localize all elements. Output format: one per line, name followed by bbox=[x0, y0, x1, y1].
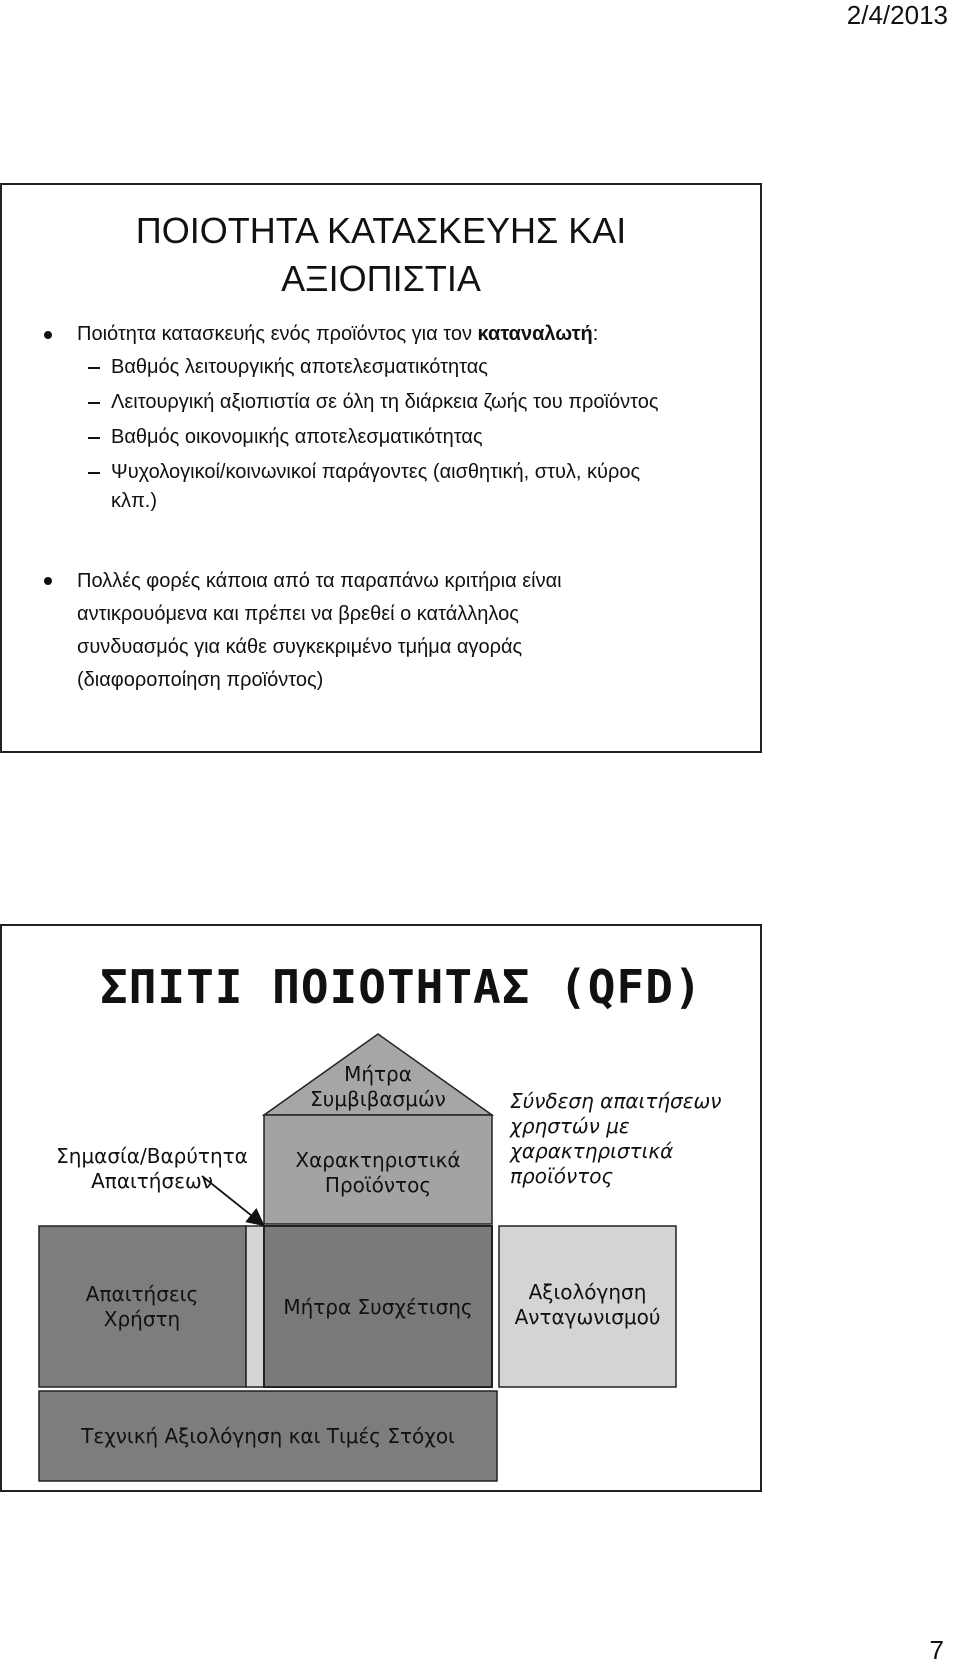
roof-label-line: Μήτρα bbox=[344, 1062, 412, 1086]
page-number: 7 bbox=[929, 1635, 944, 1665]
slide-title-line1: ΠΟΙΟΤΗΤΑ ΚΑΤΑΣΚΕΥΗΣ ΚΑΙ bbox=[135, 210, 627, 251]
bullet-bold: καταναλωτή bbox=[477, 323, 593, 345]
competitive-evaluation-label bbox=[499, 1280, 676, 1330]
slide-title: ΣΠΙΤΙ ΠΟΙΟΤΗΤΑΣ (QFD) bbox=[100, 960, 703, 1014]
dash-marker bbox=[88, 472, 100, 474]
slide-date: 2/4/2013 bbox=[846, 0, 948, 30]
linking-label-line: χρηστών με bbox=[510, 1114, 630, 1138]
importance-label-line: Σημασία/Βαρύτητα bbox=[56, 1144, 248, 1168]
sub-item-text: Λειτουργική αξιοπιστία σε όλη τη διάρκεια ζωής του προϊόντος bbox=[111, 391, 659, 413]
bullet-text: Ποιότητα κατασκευής ενός προϊόντος για τον bbox=[77, 323, 478, 345]
sub-item-text: Βαθμός οικονομικής αποτελεσματικότητας bbox=[111, 426, 483, 448]
bullet-line: αντικρουόμενα και πρέπει να βρεθεί ο κατάλληλος bbox=[77, 603, 519, 625]
dash-marker bbox=[88, 367, 100, 369]
competitive-label-line: Ανταγωνισμού bbox=[514, 1305, 661, 1329]
importance-label bbox=[42, 1144, 262, 1194]
bullet-dot bbox=[44, 331, 52, 339]
sub-item bbox=[2, 423, 742, 452]
slide-quality-reliability bbox=[0, 183, 762, 753]
roof-label-line: Συμβιβασμών bbox=[310, 1087, 446, 1111]
linking-label bbox=[510, 1089, 750, 1189]
sub-item bbox=[2, 458, 691, 516]
dash-marker bbox=[88, 437, 100, 439]
bullet-line: (διαφοροποίηση προϊόντος) bbox=[77, 669, 324, 691]
sub-item-text: Ψυχολογικοί/κοινωνικοί παράγοντες (αισθητική, στυλ, κύρος κλπ.) bbox=[111, 461, 641, 512]
user-requirements-label-line: Χρήστη bbox=[103, 1307, 181, 1331]
dash-marker bbox=[88, 402, 100, 404]
bullet-consumer-quality bbox=[2, 319, 742, 516]
sub-item bbox=[2, 353, 742, 382]
slide-house-of-quality bbox=[0, 924, 762, 1492]
house-of-quality-diagram bbox=[2, 926, 762, 1492]
bullet-line: Πολλές φορές κάποια από τα παραπάνω κριτήρια είναι bbox=[77, 570, 562, 592]
characteristics-label-line: Χαρακτηριστικά bbox=[295, 1148, 461, 1172]
characteristics-label bbox=[278, 1148, 478, 1198]
importance-column bbox=[246, 1226, 264, 1387]
sub-item-text: Βαθμός λειτουργικής αποτελεσματικότητας bbox=[111, 356, 488, 378]
bullet-colon: : bbox=[592, 323, 599, 345]
bullet-line: συνδυασμός για κάθε συγκεκριμένο τμήμα αγοράς bbox=[77, 636, 523, 658]
linking-label-line: Σύνδεση απαιτήσεων bbox=[510, 1089, 722, 1113]
sub-item bbox=[2, 388, 671, 417]
bullet-conflicting-criteria bbox=[2, 565, 702, 697]
competitive-label-line: Αξιολόγηση bbox=[528, 1280, 647, 1304]
roof-label bbox=[278, 1062, 478, 1112]
user-requirements-label bbox=[62, 1282, 222, 1332]
technical-evaluation-label: Τεχνική Αξιολόγηση και Τιμές Στόχοι bbox=[81, 1424, 455, 1448]
bullet-dot bbox=[44, 577, 52, 585]
slide-title-line2: ΑΞΙΟΠΙΣΤΙΑ bbox=[281, 258, 481, 299]
characteristics-label-line: Προϊόντος bbox=[324, 1173, 432, 1197]
user-requirements-label-line: Απαιτήσεις bbox=[85, 1282, 199, 1306]
linking-label-line: χαρακτηριστικά bbox=[510, 1139, 674, 1163]
linking-label-line: προϊόντος bbox=[510, 1164, 614, 1188]
importance-label-line: Απαιτήσεων bbox=[91, 1169, 213, 1193]
slide-title bbox=[2, 207, 760, 303]
relationship-matrix-label: Μήτρα Συσχέτισης bbox=[283, 1295, 473, 1319]
